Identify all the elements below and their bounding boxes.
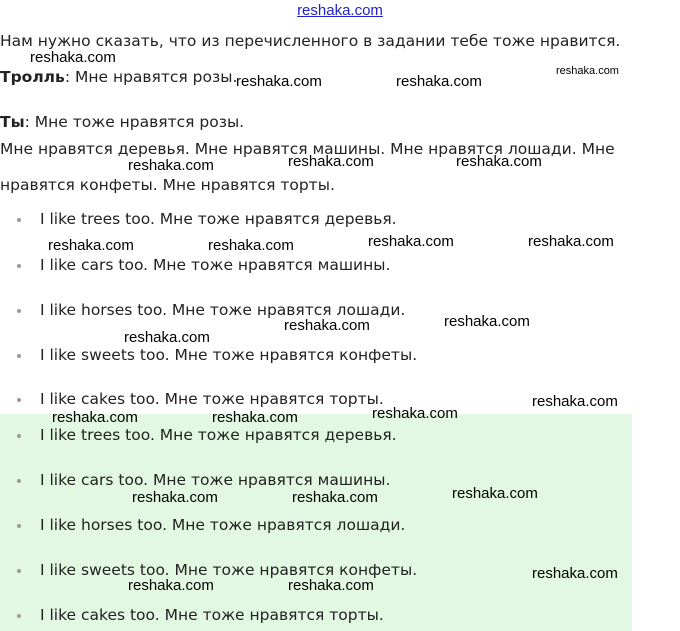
bullet-icon [17, 614, 21, 618]
watermark: reshaka.com [132, 489, 218, 506]
watermark: reshaka.com [288, 153, 374, 170]
bullet-icon [17, 569, 21, 573]
watermark: reshaka.com [452, 485, 538, 502]
you-speaker: Ты [0, 113, 25, 131]
watermark: reshaka.com [124, 329, 210, 346]
watermark: reshaka.com [556, 65, 619, 77]
bullet-icon [17, 354, 21, 358]
list-item-text: I like sweets too. Мне тоже нравятся конфеты. [40, 561, 418, 579]
list-item-text: I like cakes too. Мне тоже нравятся торты. [40, 390, 384, 408]
list-item-text: I like horses too. Мне тоже нравятся лошади. [40, 301, 406, 319]
watermark: reshaka.com [30, 49, 116, 66]
bullet-icon [17, 524, 21, 528]
bullet-icon [17, 398, 21, 402]
list-item-text: I like cars too. Мне тоже нравятся машины. [40, 256, 391, 274]
list-item-text: I like cars too. Мне тоже нравятся машины. [40, 471, 391, 489]
list-item-text: I like cakes too. Мне тоже нравятся торты. [40, 606, 384, 624]
troll-line [0, 67, 237, 87]
watermark: reshaka.com [372, 405, 458, 422]
watermark: reshaka.com [532, 565, 618, 582]
watermark: reshaka.com [48, 237, 134, 254]
watermark: reshaka.com [292, 489, 378, 506]
watermark: reshaka.com [128, 157, 214, 174]
troll-text: : Мне нравятся розы. [64, 68, 238, 86]
watermark: reshaka.com [236, 73, 322, 90]
bullet-icon [17, 479, 21, 483]
bullet-icon [17, 218, 21, 222]
watermark: reshaka.com [288, 577, 374, 594]
list-item-text: I like horses too. Мне тоже нравятся лошади. [40, 516, 406, 534]
you-line [0, 112, 244, 132]
list-item-text: I like trees too. Мне тоже нравятся деревья. [40, 426, 397, 444]
watermark: reshaka.com [368, 233, 454, 250]
bullet-icon [17, 309, 21, 313]
paragraph-line-1: Мне нравятся деревья. Мне нравятся машины. Мне нравятся лошади. Мне [0, 140, 615, 158]
paragraph-line-2: нравятся конфеты. Мне нравятся торты. [0, 176, 335, 194]
watermark: reshaka.com [396, 73, 482, 90]
watermark: reshaka.com [208, 237, 294, 254]
list-item-text: I like trees too. Мне тоже нравятся деревья. [40, 210, 397, 228]
bullet-icon [17, 434, 21, 438]
watermark: reshaka.com [212, 409, 298, 426]
watermark: reshaka.com [456, 153, 542, 170]
intro-text: Нам нужно сказать, что из перечисленного в задании тебе тоже нравится. [0, 32, 621, 50]
you-text: : Мне тоже нравятся розы. [24, 113, 245, 131]
watermark: reshaka.com [284, 317, 370, 334]
watermark: reshaka.com [528, 233, 614, 250]
watermark: reshaka.com [444, 313, 530, 330]
site-header-link[interactable]: reshaka.com [297, 2, 383, 19]
list-item-text: I like sweets too. Мне тоже нравятся конфеты. [40, 346, 418, 364]
watermark: reshaka.com [532, 393, 618, 410]
watermark: reshaka.com [128, 577, 214, 594]
watermark: reshaka.com [52, 409, 138, 426]
troll-speaker: Тролль [0, 68, 65, 86]
bullet-icon [17, 264, 21, 268]
